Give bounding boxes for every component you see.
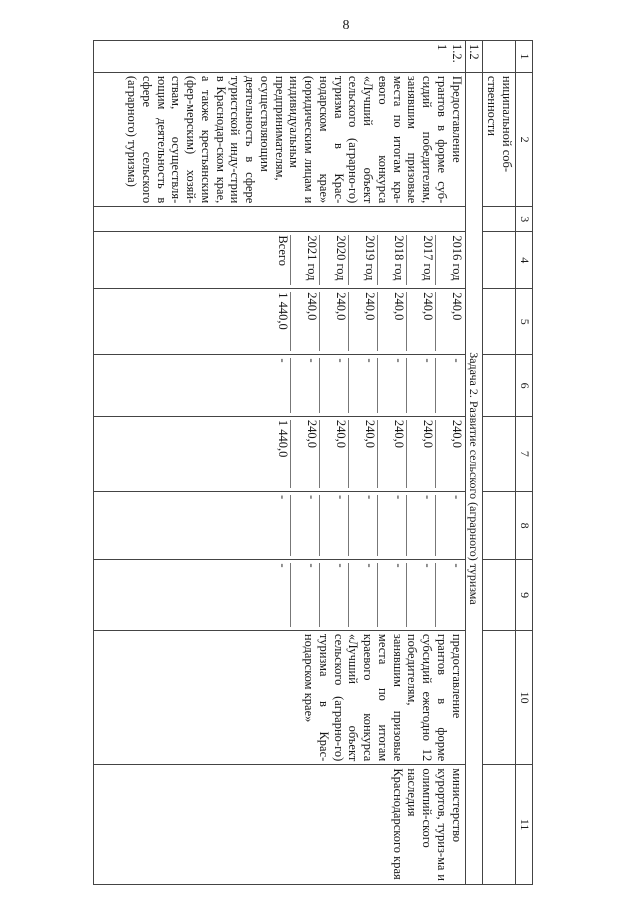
year-2019: 2019 год: [348, 235, 377, 285]
header-col-1: 1: [516, 41, 533, 73]
col7-value: 240,0: [377, 420, 406, 488]
header-row: [516, 41, 533, 885]
col6-total: -: [275, 358, 290, 363]
col5-value: 240,0: [290, 292, 319, 351]
col7-total: 1 440,0: [275, 419, 290, 458]
col8-values: [272, 495, 464, 556]
program-table: [93, 40, 533, 885]
col5-values: [272, 292, 464, 351]
rotated-table-container: [93, 40, 533, 885]
col6-value: -: [406, 358, 435, 413]
col9-value: -: [290, 563, 319, 627]
col6-value: -: [435, 358, 464, 413]
col5-value: 240,0: [319, 292, 348, 351]
header-col-10: 10: [516, 630, 533, 764]
col9-total: -: [275, 563, 290, 568]
header-col-11: 11: [516, 765, 533, 885]
col5-value: 240,0: [406, 292, 435, 351]
col8-value: -: [406, 495, 435, 556]
col5-total: 1 440,0: [275, 292, 290, 330]
year-2017: 2017 год: [406, 235, 435, 285]
col6-value: -: [290, 358, 319, 413]
task-row: [465, 41, 483, 885]
col7-value: 240,0: [406, 420, 435, 488]
col7-value: 240,0: [348, 420, 377, 488]
col8-value: -: [435, 495, 464, 556]
col8-value: -: [319, 495, 348, 556]
page-number: 8: [342, 18, 350, 33]
continuation-text: ниципальной соб-ственности: [483, 72, 516, 206]
col8-value: -: [348, 495, 377, 556]
year-2018: 2018 год: [377, 235, 406, 285]
header-col-2: 2: [516, 72, 533, 206]
header-col-4: 4: [516, 232, 533, 289]
col9-values: [272, 563, 464, 627]
year-2020: 2020 год: [319, 235, 348, 285]
continuation-row: [483, 41, 516, 885]
col9-value: -: [348, 563, 377, 627]
col9-value: -: [319, 563, 348, 627]
col6-value: -: [319, 358, 348, 413]
col8-value: -: [377, 495, 406, 556]
header-col-3: 3: [516, 207, 533, 232]
col9-value: -: [435, 563, 464, 627]
col7-value: 240,0: [290, 420, 319, 488]
col5-value: 240,0: [435, 292, 464, 351]
executor: министерство курортов, туриз-ма и олимпий-ского наследия Краснодарского края: [94, 765, 466, 885]
header-col-7: 7: [516, 416, 533, 491]
measure-number: 1.2.1: [94, 41, 466, 73]
header-col-5: 5: [516, 289, 533, 355]
rotated-table-wrapper: [93, 40, 533, 885]
col7-values: [272, 420, 464, 488]
col5-value: 240,0: [377, 292, 406, 351]
measure-name: Предоставление грантов в форме суб-сидий победителям, занявшим призовые места по итогам кра-евого конкурса «Лучший объект сельского (аграрно-го) туризма в Крас-нодарском крае» (юридическим лицам и индивидуальным предпринимателям, осуществляющим деятельность в сфере туристской инду-стрии в Краснодар-ском крае, а также крестьянским (фер-мерским) хозяй-ствам, осуществля-ющим деятельность в сфере сельского (аграрного) туризма): [94, 72, 466, 206]
col7-value: 240,0: [435, 420, 464, 488]
col8-value: -: [290, 495, 319, 556]
col6-values: [272, 358, 464, 413]
measure-row: [94, 41, 466, 885]
year-total: Всего: [275, 235, 290, 266]
year-2021: 2021 год: [290, 235, 319, 285]
col7-value: 240,0: [319, 420, 348, 488]
task-title: Задача 2. Развитие сельского (аграрного) туризма: [465, 72, 483, 884]
header-col-8: 8: [516, 491, 533, 559]
year-list: [272, 235, 464, 285]
year-2016: 2016 год: [435, 235, 464, 285]
col9-value: -: [406, 563, 435, 627]
col9-value: -: [377, 563, 406, 627]
header-col-6: 6: [516, 355, 533, 417]
header-col-9: 9: [516, 560, 533, 631]
col5-value: 240,0: [348, 292, 377, 351]
col6-value: -: [377, 358, 406, 413]
col8-total: -: [275, 494, 290, 500]
task-number: 1.2: [465, 41, 483, 73]
expected-result: предоставление грантов в форме субсидий ежегодно 12 победителям, занявшим призовые места по итогам краевого конкурса «Лучший объект сельского (аграрно-го) туризма в Крас-нодарском крае»: [94, 630, 466, 764]
col6-value: -: [348, 358, 377, 413]
